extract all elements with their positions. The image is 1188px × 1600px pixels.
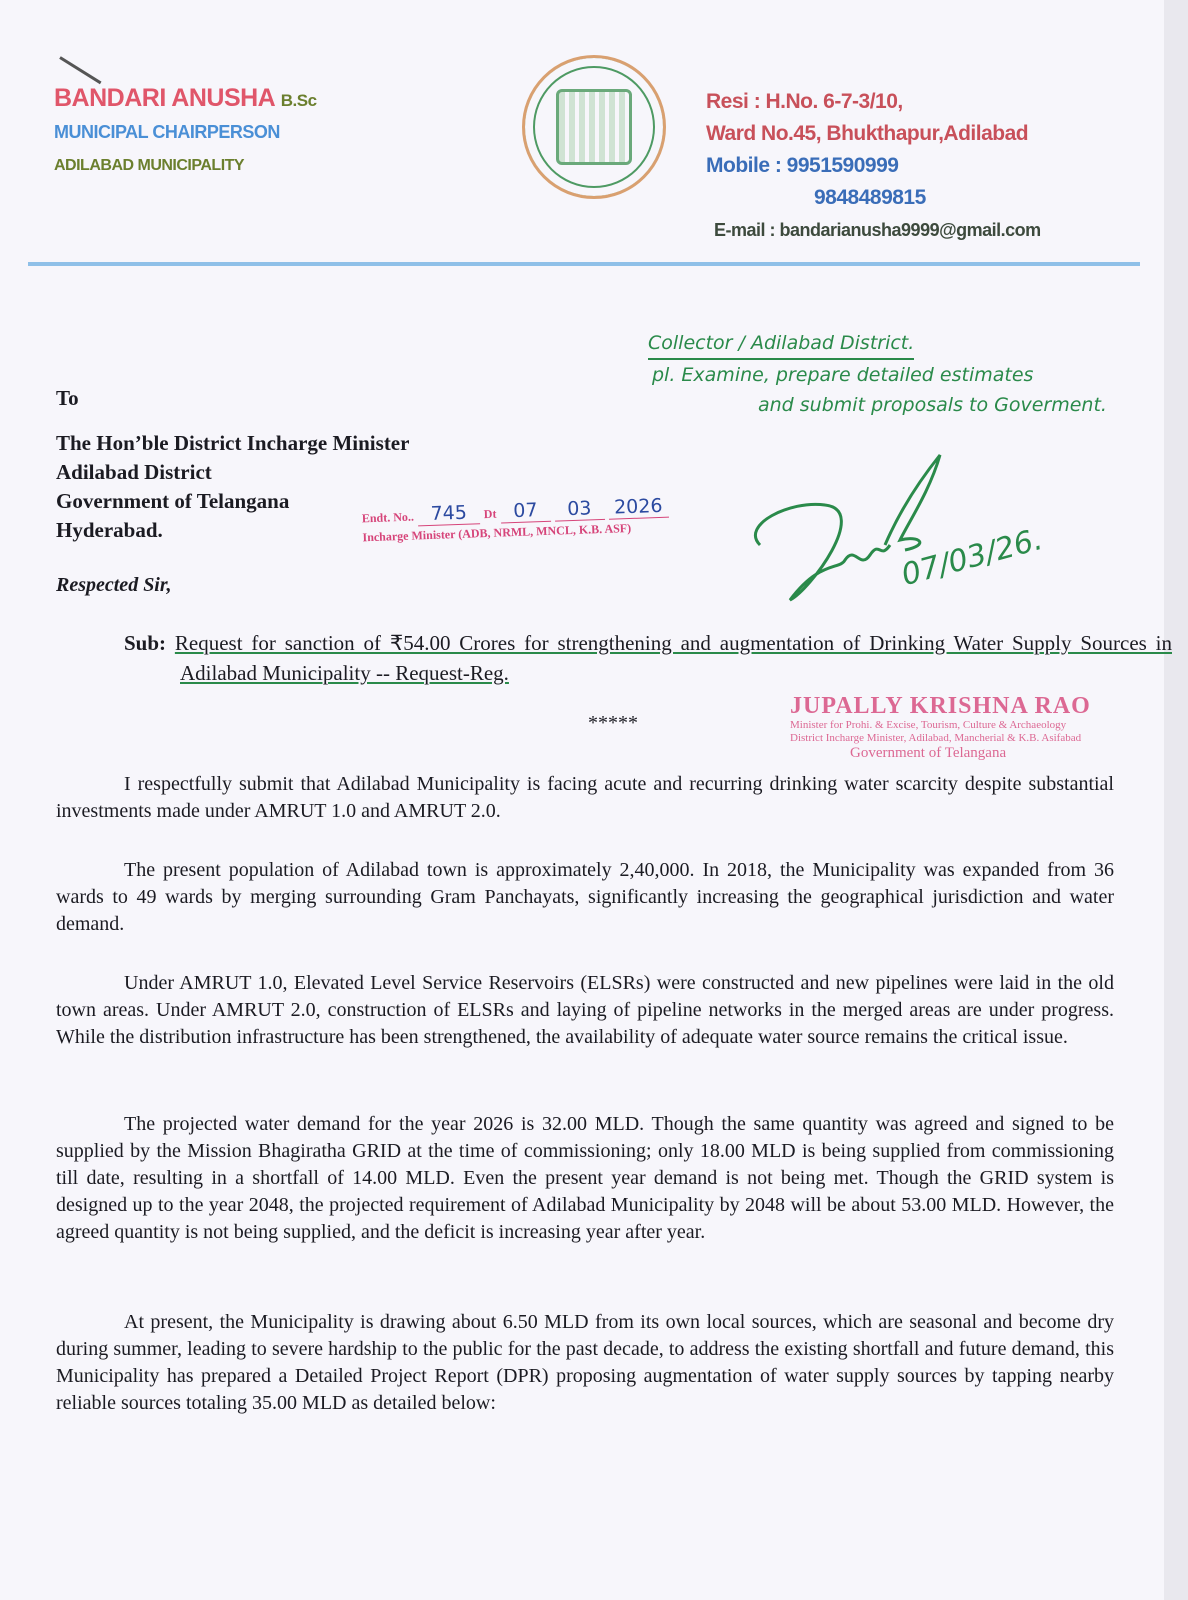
telangana-seal-logo	[522, 55, 666, 199]
subject-text: Request for sanction of ₹54.00 Crores for strengthening and augmentation of Drinking Water Supply Sources in Adilabad Municipality -- Request-Reg.	[174, 631, 1172, 685]
address-block	[706, 86, 1041, 246]
stamp-line3: Government of Telangana	[850, 745, 1007, 761]
paragraph	[56, 771, 1114, 825]
minister-stamp	[790, 693, 1091, 762]
recipient-block	[56, 384, 409, 545]
designation: MUNICIPAL CHAIRPERSON	[54, 122, 280, 142]
separator: *****	[588, 712, 638, 734]
endt-month: 03	[554, 497, 605, 522]
paragraph	[56, 970, 1114, 1051]
subject-label: Sub:	[124, 631, 167, 655]
address-line2: Ward No.45, Bhukthapur,Adilabad	[706, 122, 1029, 145]
qualification: B.Sc	[280, 91, 317, 110]
salutation: Respected Sir,	[56, 574, 172, 596]
stamp-name: JUPALLY KRISHNA RAO	[790, 693, 1091, 719]
recipient-line: Hyderabad.	[56, 518, 163, 542]
paragraph	[56, 857, 1114, 938]
mobile2: 9848489815	[814, 186, 926, 209]
endt-label: Endt. No..	[361, 509, 415, 526]
to-label: To	[56, 386, 79, 410]
recipient-line: Adilabad District	[56, 460, 212, 484]
recipient-line: Government of Telangana	[56, 489, 290, 513]
recipient-line: The Hon’ble District Incharge Minister	[56, 431, 410, 455]
email: E-mail : bandarianusha9999@gmail.com	[714, 220, 1041, 240]
note-line2: pl. Examine, prepare detailed estimates	[652, 364, 1034, 386]
chairperson-name: BANDARI ANUSHA	[54, 84, 275, 112]
address-line1: Resi : H.No. 6-7-3/10,	[706, 90, 903, 113]
note-line3: and submit proposals to Goverment.	[758, 394, 1107, 416]
header-divider	[28, 262, 1140, 266]
endt-number: 745	[417, 501, 480, 526]
subject	[124, 628, 1172, 688]
stamp-line1: Minister for Prohi. & Excise, Tourism, Culture & Archaeology	[790, 719, 1067, 731]
organization: ADILABAD MUNICIPALITY	[54, 157, 245, 174]
paragraph-text: I respectfully submit that Adilabad Municipality is facing acute and recurring drinking water scarcity despite substantial investments made under AMRUT 1.0 and AMRUT 2.0.	[56, 773, 1114, 822]
paragraph-text: Under AMRUT 1.0, Elevated Level Service Reservoirs (ELSRs) were constructed and new pipelines were laid in the old town areas. Under AMRUT 2.0, construction of ELSRs and laying of pipeline networks in the merged areas are under progress. While the distribution infrastructure has been strengthened, the availability of adequate water source remains the critical issue.	[56, 972, 1114, 1048]
note-line1: Collector / Adilabad District.	[648, 328, 914, 360]
endt-year: 2026	[608, 495, 669, 520]
endt-office: Incharge Minister (ADB, NRML, MNCL, K.B. ASF)	[362, 520, 632, 545]
paragraph-text: The projected water demand for the year 2026 is 32.00 MLD. Though the same quantity was agreed and signed to be supplied by the Mission Bhagiratha GRID at the time of commissioning; only 18.00 MLD is being supplied from commissioning till date, resulting in a shortfall of 14.00 MLD. Even the present year demand is not being met. Though the GRID system is designed up to the year 2048, the projected requirement of Adilabad Municipality by 2048 will be about 53.00 MLD. However, the agreed quantity is not being supplied, and the deficit is increasing year after year.	[56, 1113, 1114, 1243]
letterhead-name	[54, 84, 317, 113]
paragraph-text: At present, the Municipality is drawing about 6.50 MLD from its own local sources, which are seasonal and become dry during summer, leading to severe hardship to the public for the past decade, to address the existing shortfall and future demand, this Municipality has prepared a Detailed Project Report (DPR) proposing augmentation of water supply sources by tapping nearby reliable sources totaling 35.00 MLD as detailed below:	[56, 1311, 1114, 1414]
paragraph	[56, 1309, 1114, 1417]
handwritten-note	[648, 328, 1107, 420]
pen-mark	[59, 56, 101, 84]
stamp-line2: District Incharge Minister, Adilabad, Mancherial & K.B. Asifabad	[790, 732, 1082, 744]
paragraph-text: The present population of Adilabad town is approximately 2,40,000. In 2018, the Municipality was expanded from 36 wards to 49 wards by merging surrounding Gram Panchayats, significantly increasing the geographical jurisdiction and water demand.	[56, 859, 1114, 935]
signature	[730, 450, 1030, 610]
signature-date: 07/03/26.	[897, 521, 1047, 594]
paragraph	[56, 1111, 1114, 1246]
endt-date-label: Dt	[483, 506, 497, 522]
endt-day: 07	[500, 499, 551, 524]
mobile: Mobile : 9951590999	[706, 154, 899, 177]
